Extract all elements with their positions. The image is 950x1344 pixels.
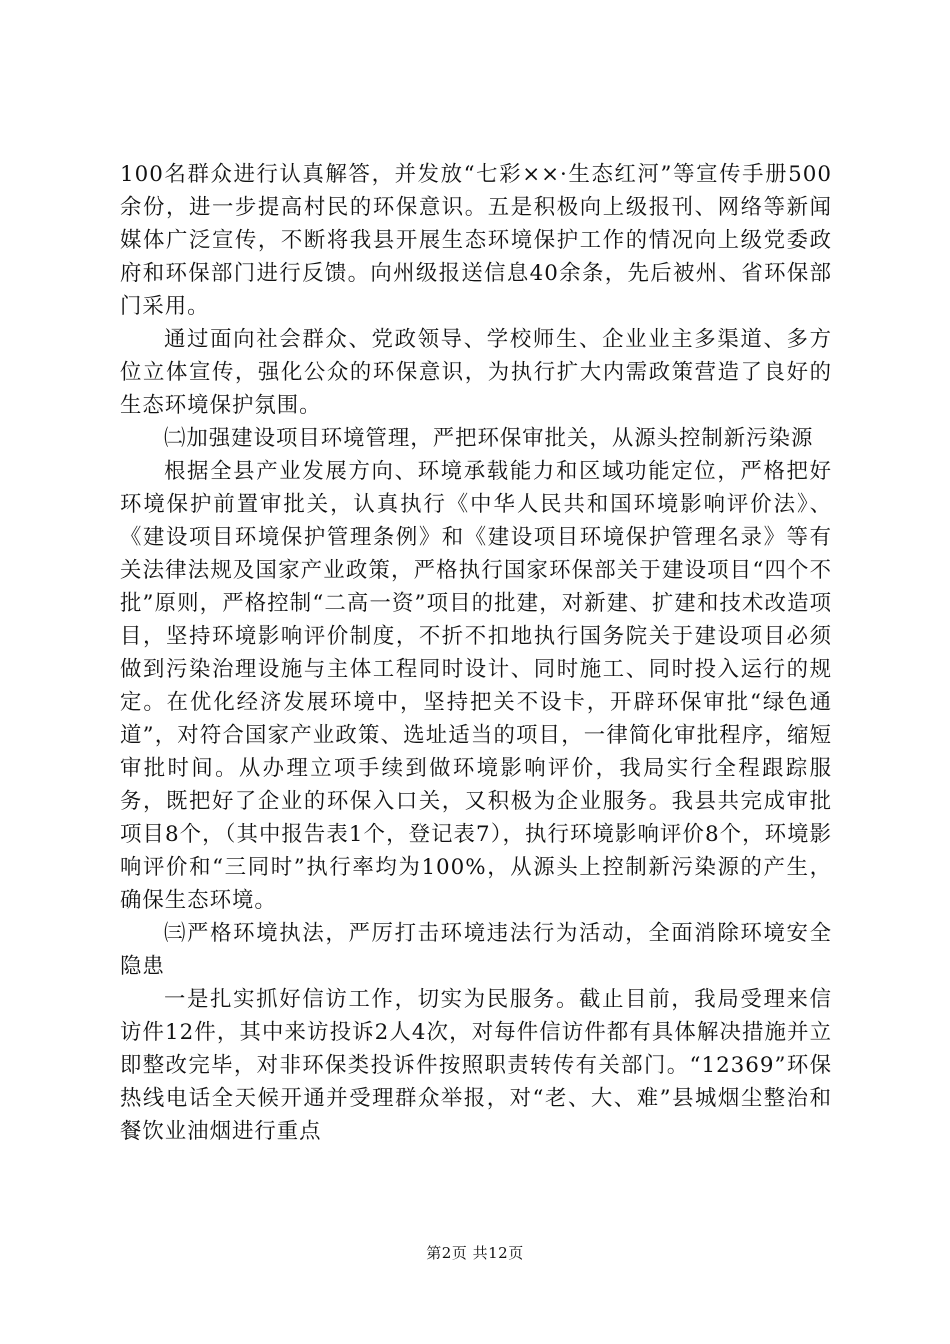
paragraph-project-approval: 根据全县产业发展方向、环境承载能力和区域功能定位，严格把好环境保护前置审批关，认真执行《中华人民共和国环境影响评价法》、《建设项目环境保护管理条例》和《建设项目环境保护管理名录》等有关法律法规及国家产业政策，严格执行国家环保部关于建设项目“四个不批”原则，严格控制“二高一资”项目的批建，对新建、扩建和技术改造项目，坚持环境影响评价制度，不折不扣地执行国务院关于建设项目必须做到污染治理设施与主体工程同时设计、同时施工、同时投入运行的规定。在优化经济发展环境中，坚持把关不设卡，开辟环保审批“绿色通道”，对符合国家产业政策、选址适当的项目，一律简化审批程序，缩短审批时间。从办理立项手续到做环境影响评价，我局实行全程跟踪服务，既把好了企业的环保入口关，又积极为企业服务。我县共完成审批项目8个，（其中报告表1个，登记表7），执行环境影响评价8个，环境影响评价和“三同时”执行率均为100%，从源头上控制新污染源的产生，确保生态环境。	[120, 459, 832, 913]
section-heading-law-enforcement: ㈢严格环境执法，严厉打击环境违法行为活动，全面消除环境安全隐患	[120, 921, 832, 979]
document-body	[120, 158, 832, 1148]
paragraph-complaints: 一是扎实抓好信访工作，切实为民服务。截止目前，我局受理来信访件12件，其中来访投诉2人4次，对每件信访件都有具体解决措施并立即整改完毕，对非环保类投诉件按照职责转传有关部门。“12369”环保热线电话全天候开通并受理群众举报，对“老、大、难”县城烟尘整治和餐饮业油烟进行重点	[120, 987, 832, 1144]
section-heading-project-management: ㈡加强建设项目环境管理，严把环保审批关，从源头控制新污染源	[164, 426, 814, 451]
page-number-footer: 第2页 共12页	[426, 1244, 524, 1262]
paragraph-publicity-summary: 通过面向社会群众、党政领导、学校师生、企业业主多渠道、多方位立体宣传，强化公众的环保意识，为执行扩大内需政策营造了良好的生态环境保护氛围。	[120, 327, 832, 418]
paragraph-publicity-continued: 100名群众进行认真解答，并发放“七彩××·生态红河”等宣传手册500余份，进一步提高村民的环保意识。五是积极向上级报刊、网络等新闻媒体广泛宣传，不断将我县开展生态环境保护工作的情况向上级党委政府和环保部门进行反馈。向州级报送信息40余条，先后被州、省环保部门采用。	[120, 162, 832, 319]
